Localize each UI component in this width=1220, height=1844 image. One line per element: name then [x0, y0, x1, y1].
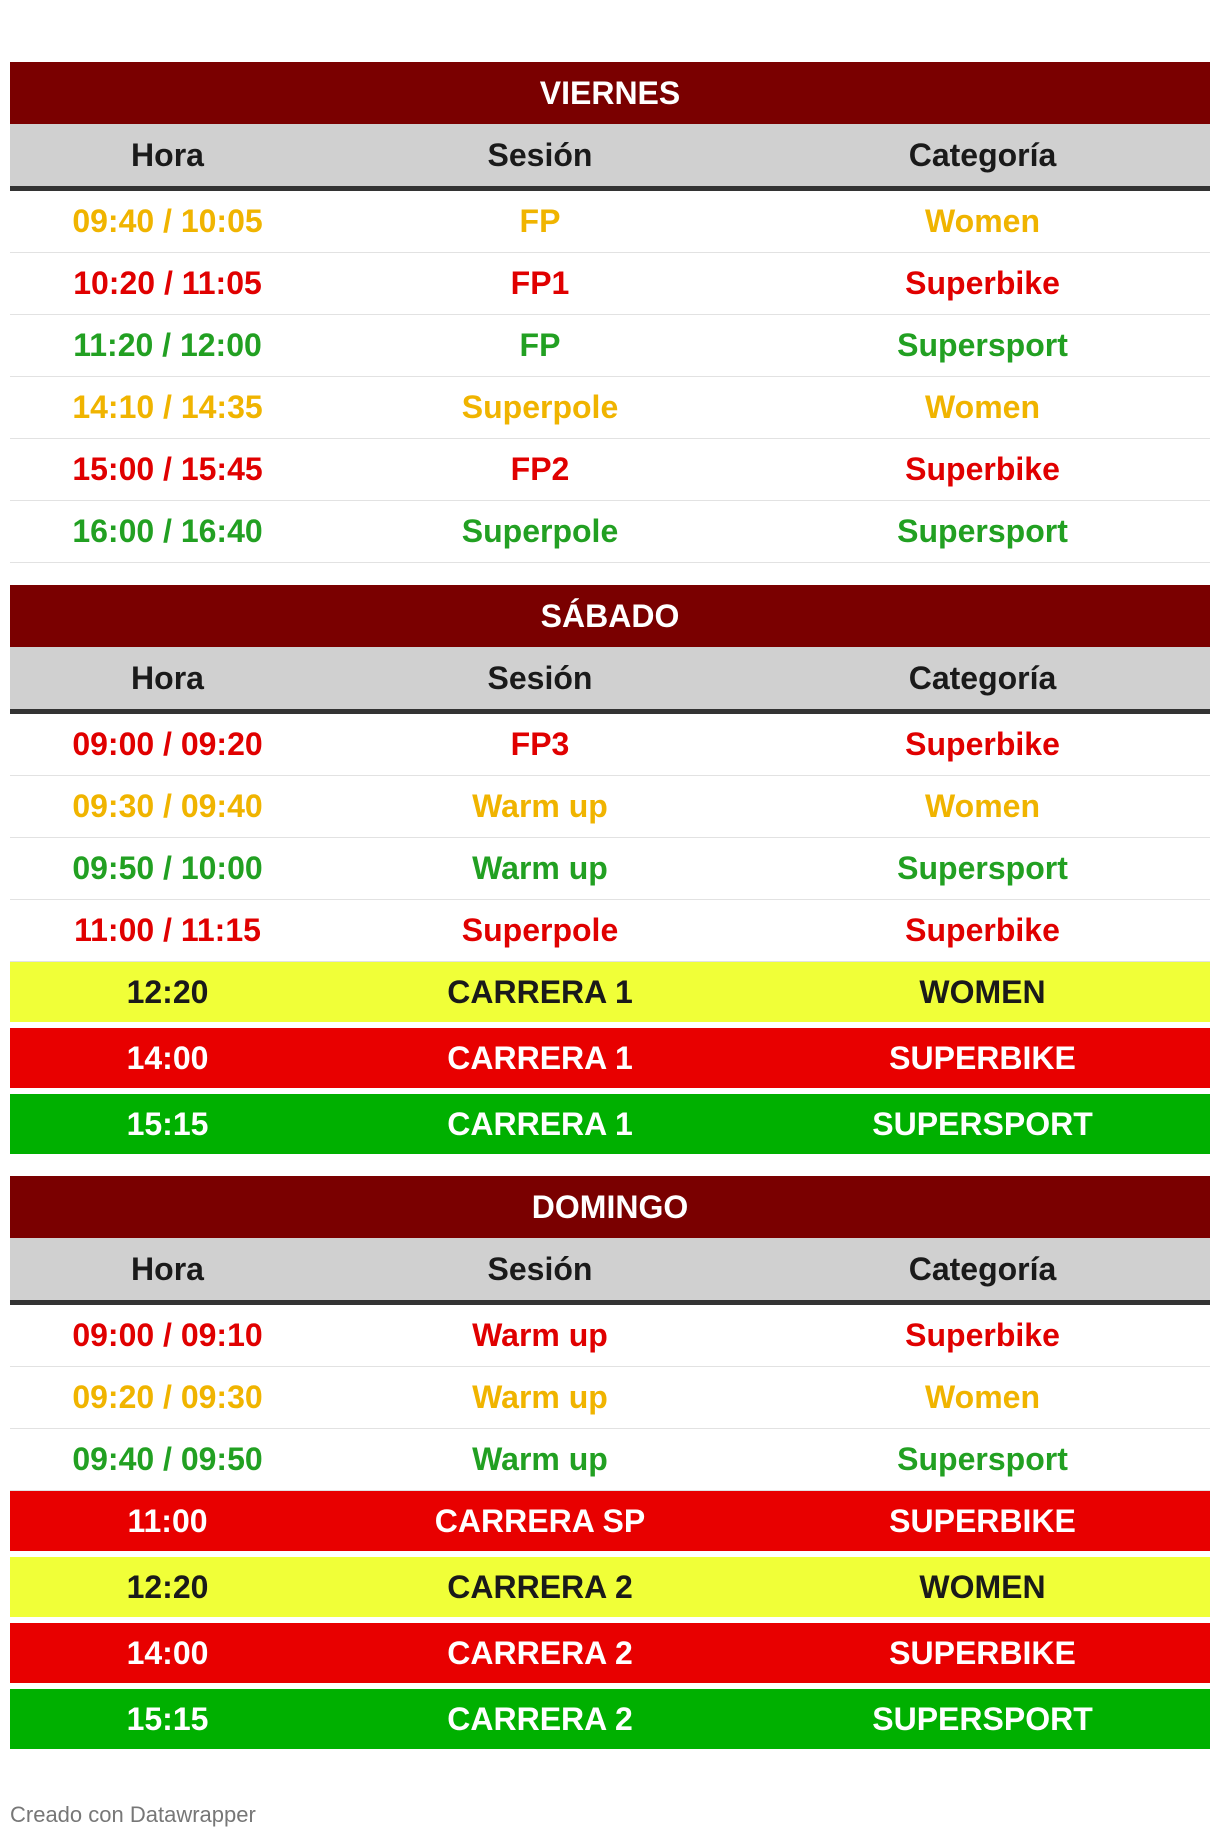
cell-hora: 09:00 / 09:20	[72, 726, 263, 762]
cell-hora: 09:20 / 09:30	[72, 1379, 263, 1415]
cell-sesion: CARRERA SP	[434, 1502, 646, 1539]
cell-sesion: CARRERA 2	[447, 1700, 633, 1737]
table-row	[10, 1557, 1210, 1617]
cell-sesion: Warm up	[472, 1317, 608, 1353]
table-row	[10, 439, 1210, 501]
cell-categoria: SUPERBIKE	[889, 1039, 1076, 1076]
cell-sesion: FP	[519, 203, 561, 239]
table-row	[10, 1689, 1210, 1749]
cell-hora: 09:50 / 10:00	[72, 850, 263, 886]
day-title: VIERNES	[10, 62, 1210, 124]
cell-categoria: Supersport	[897, 850, 1068, 886]
cell-sesion: Superpole	[461, 912, 619, 948]
column-header-hora: Hora	[131, 659, 204, 696]
cell-hora: 09:40 / 10:05	[72, 203, 263, 239]
cell-sesion: Warm up	[472, 1441, 608, 1477]
cell-sesion: CARRERA 2	[447, 1634, 633, 1671]
column-header-hora: Hora	[131, 1250, 204, 1287]
column-header-sesion: Sesión	[487, 136, 593, 173]
day-block-2	[10, 1176, 1210, 1749]
day-title: DOMINGO	[10, 1176, 1210, 1238]
cell-sesion: CARRERA 1	[447, 1105, 633, 1142]
column-header-row	[10, 647, 1210, 714]
cell-categoria: SUPERSPORT	[872, 1105, 1093, 1142]
table-row	[10, 1305, 1210, 1367]
table-row	[10, 962, 1210, 1022]
footer-credit: Creado con Datawrapper	[10, 1802, 256, 1827]
cell-sesion: FP3	[510, 726, 570, 762]
table-row	[10, 1491, 1210, 1551]
cell-hora: 15:15	[126, 1700, 209, 1737]
cell-hora: 10:20 / 11:05	[73, 265, 262, 301]
table-row	[10, 714, 1210, 776]
column-header-categoria: Categoría	[908, 1250, 1057, 1287]
table-row	[10, 1028, 1210, 1088]
table-row	[10, 1429, 1210, 1491]
cell-categoria: Women	[925, 203, 1040, 239]
cell-hora: 15:00 / 15:45	[72, 451, 263, 487]
cell-categoria: Superbike	[905, 726, 1060, 762]
day-block-0	[10, 62, 1210, 563]
cell-hora: 09:40 / 09:50	[72, 1441, 263, 1477]
table-row	[10, 838, 1210, 900]
cell-sesion: Superpole	[461, 389, 619, 425]
cell-categoria: Superbike	[905, 265, 1060, 301]
day-title: SÁBADO	[10, 585, 1210, 647]
cell-hora: 11:00	[127, 1502, 208, 1539]
cell-sesion: FP	[519, 327, 561, 363]
cell-hora: 14:00	[126, 1039, 209, 1076]
table-row	[10, 1623, 1210, 1683]
cell-categoria: Superbike	[905, 1317, 1060, 1353]
cell-hora: 14:10 / 14:35	[72, 389, 263, 425]
cell-categoria: SUPERBIKE	[889, 1502, 1076, 1539]
column-header-row	[10, 1238, 1210, 1305]
cell-sesion: Warm up	[472, 788, 608, 824]
column-header-sesion: Sesión	[487, 1250, 593, 1287]
cell-hora: 14:00	[126, 1634, 209, 1671]
table-row	[10, 501, 1210, 563]
cell-hora: 11:00 / 11:15	[74, 912, 261, 948]
cell-categoria: SUPERBIKE	[889, 1634, 1076, 1671]
cell-sesion: CARRERA 1	[447, 973, 633, 1010]
cell-hora: 09:00 / 09:10	[72, 1317, 263, 1353]
day-block-1	[10, 585, 1210, 1154]
cell-categoria: Superbike	[905, 912, 1060, 948]
cell-categoria: Superbike	[905, 451, 1060, 487]
cell-categoria: Supersport	[897, 327, 1068, 363]
cell-sesion: FP2	[510, 451, 570, 487]
cell-hora: 15:15	[126, 1105, 209, 1142]
cell-categoria: Women	[925, 788, 1040, 824]
column-header-categoria: Categoría	[908, 136, 1057, 173]
cell-categoria: Supersport	[897, 513, 1068, 549]
cell-sesion: CARRERA 1	[447, 1039, 633, 1076]
cell-sesion: Warm up	[472, 850, 608, 886]
cell-hora: 12:20	[126, 973, 209, 1010]
column-header-row	[10, 124, 1210, 191]
table-row	[10, 776, 1210, 838]
table-row	[10, 315, 1210, 377]
column-header-sesion: Sesión	[487, 659, 593, 696]
cell-sesion: CARRERA 2	[447, 1568, 633, 1605]
cell-categoria: WOMEN	[919, 973, 1046, 1010]
table-row	[10, 1367, 1210, 1429]
table-row	[10, 191, 1210, 253]
cell-hora: 12:20	[126, 1568, 209, 1605]
cell-sesion: Superpole	[461, 513, 619, 549]
column-header-categoria: Categoría	[908, 659, 1057, 696]
table-row	[10, 253, 1210, 315]
table-row	[10, 377, 1210, 439]
cell-hora: 11:20 / 12:00	[73, 327, 262, 363]
cell-categoria: Supersport	[897, 1441, 1068, 1477]
cell-categoria: SUPERSPORT	[872, 1700, 1093, 1737]
cell-sesion: FP1	[510, 265, 570, 301]
column-header-hora: Hora	[131, 136, 204, 173]
table-row	[10, 1094, 1210, 1154]
cell-hora: 09:30 / 09:40	[72, 788, 263, 824]
cell-hora: 16:00 / 16:40	[72, 513, 263, 549]
cell-categoria: Women	[925, 1379, 1040, 1415]
table-row	[10, 900, 1210, 962]
cell-categoria: WOMEN	[919, 1568, 1046, 1605]
cell-sesion: Warm up	[472, 1379, 608, 1415]
schedule-table	[10, 62, 1210, 1771]
cell-categoria: Women	[925, 389, 1040, 425]
